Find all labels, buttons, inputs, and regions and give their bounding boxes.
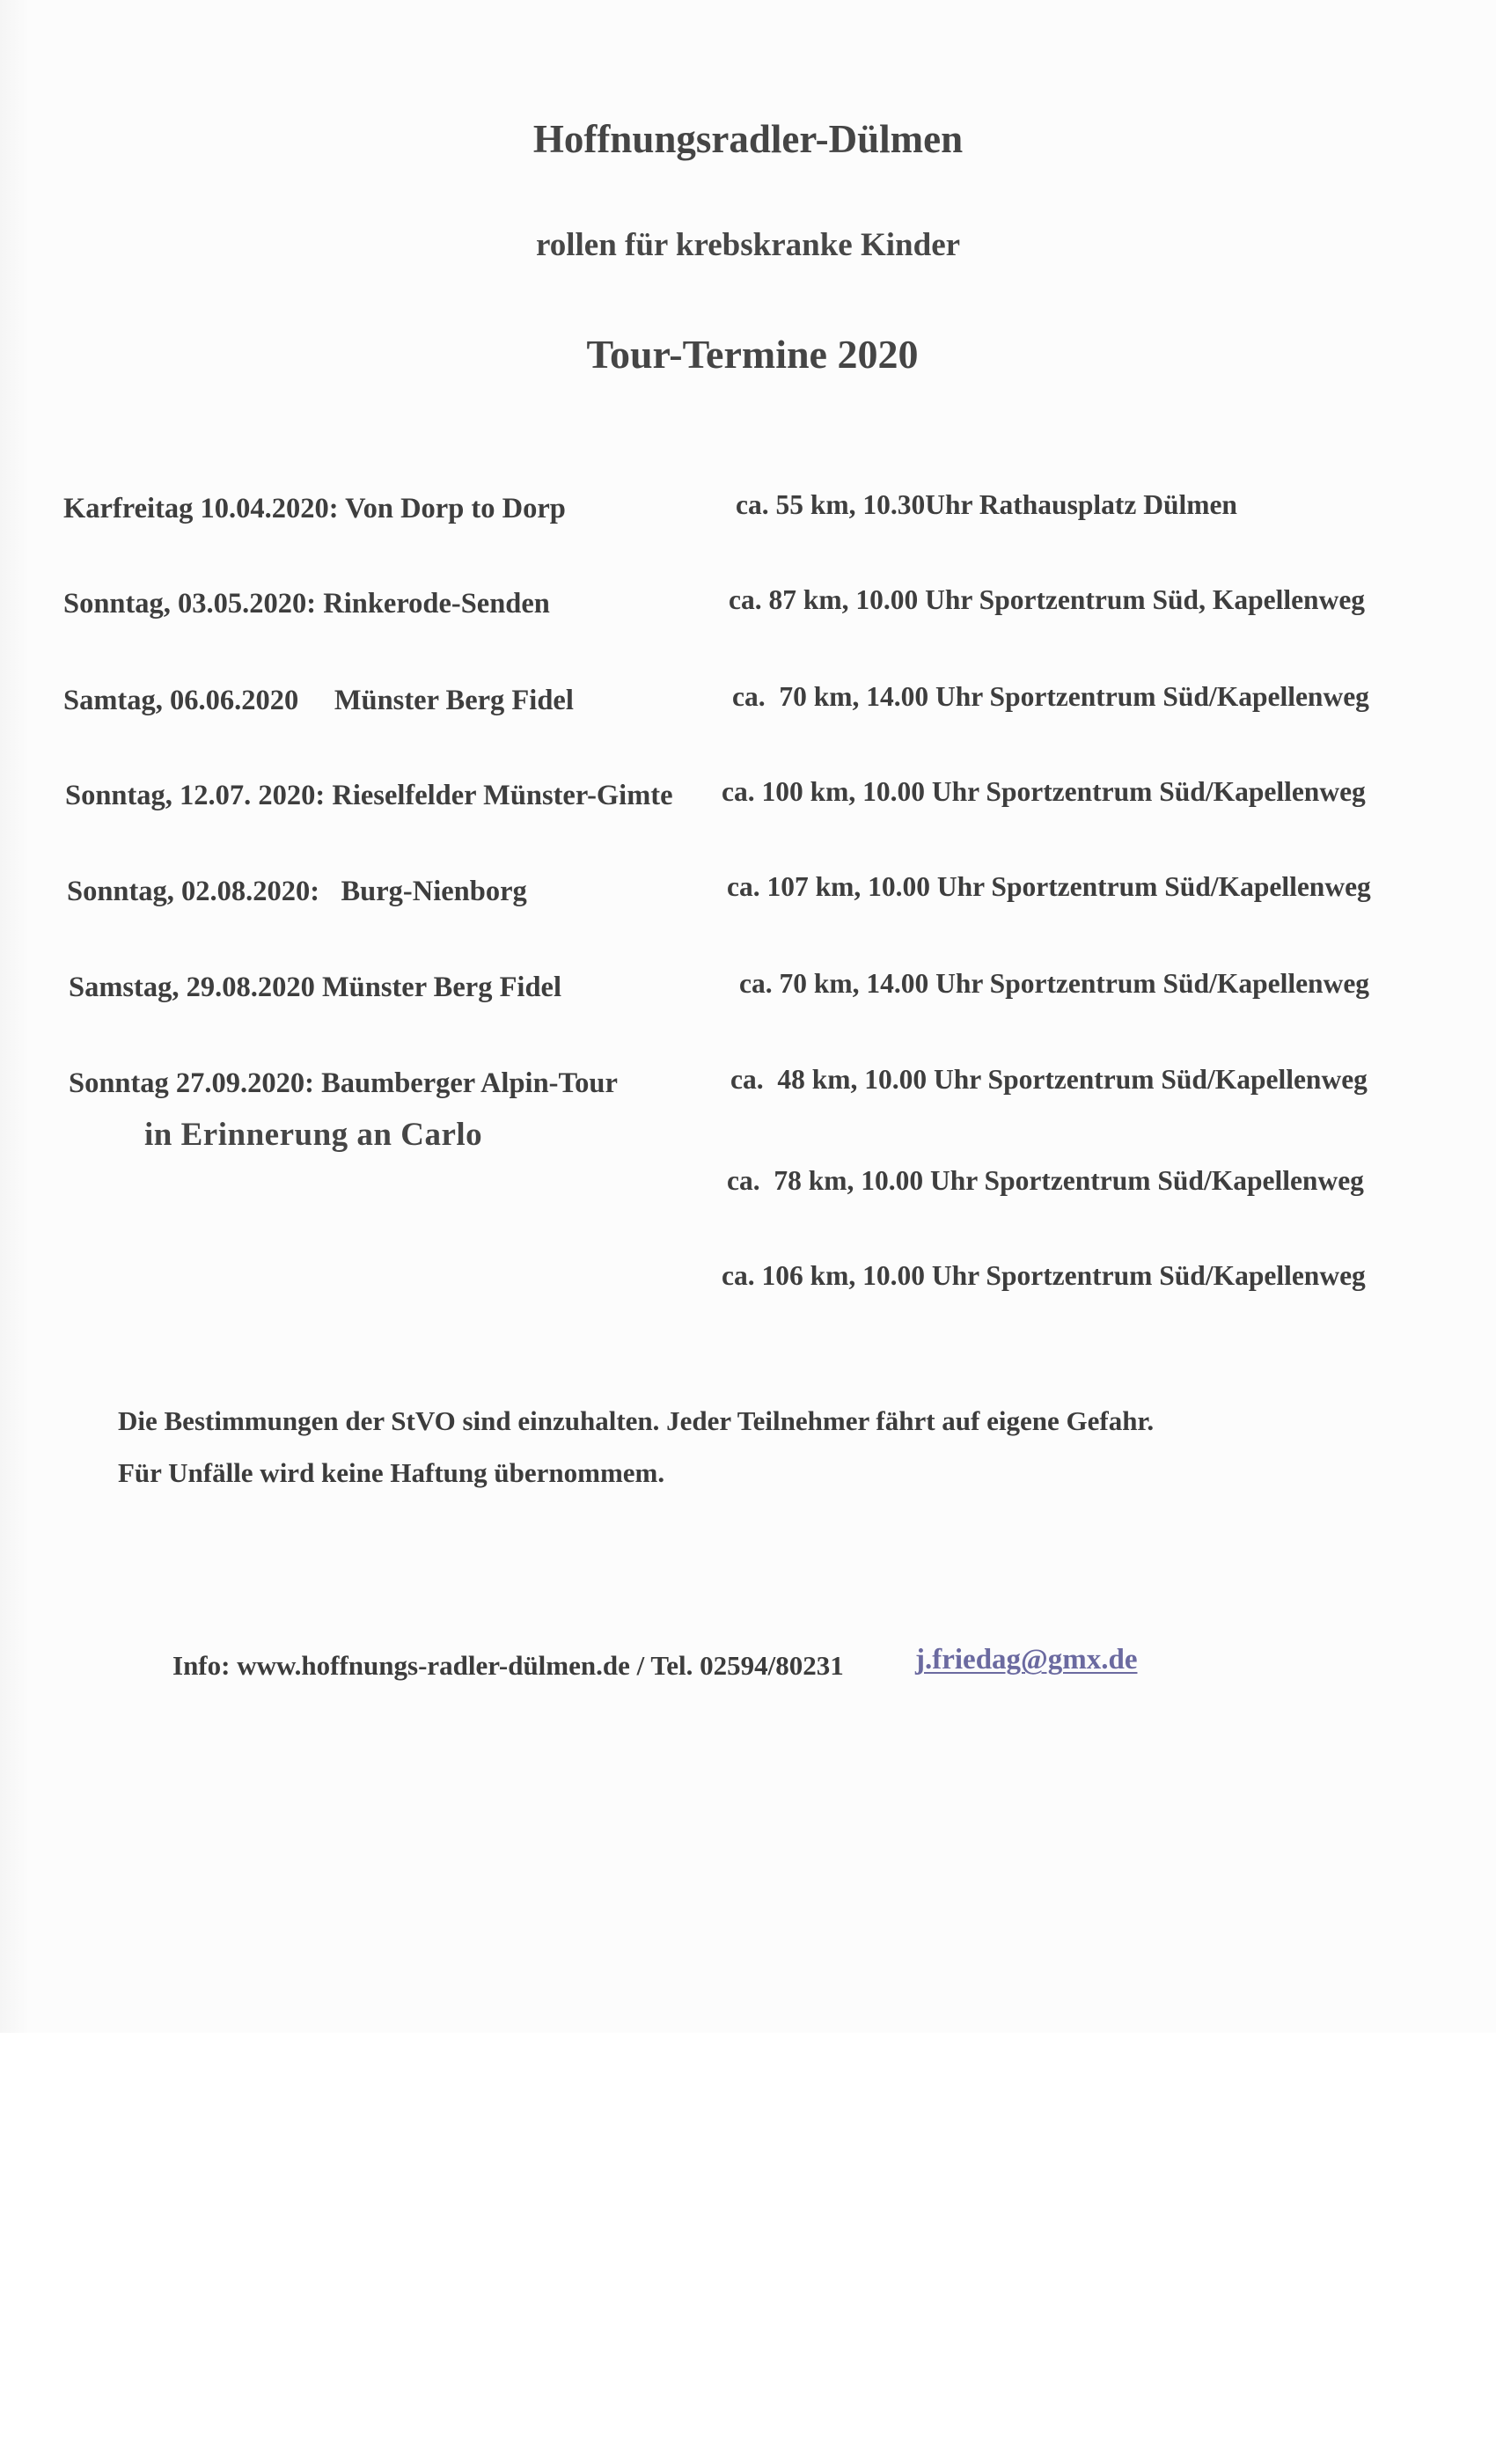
tour-option-details: ca. 78 km, 10.00 Uhr Sportzentrum Süd/Kapellenweg bbox=[727, 1165, 1364, 1196]
tour-details: ca. 55 km, 10.30Uhr Rathausplatz Dülmen bbox=[736, 489, 1237, 520]
tour-details: ca. 48 km, 10.00 Uhr Sportzentrum Süd/Kapellenweg bbox=[730, 1064, 1368, 1095]
email-link[interactable]: j.friedag@gmx.de bbox=[915, 1644, 1138, 1676]
liability-notice-line: Für Unfälle wird keine Haftung übernommem. bbox=[118, 1457, 665, 1488]
tour-option-details: ca. 106 km, 10.00 Uhr Sportzentrum Süd/Kapellenweg bbox=[722, 1260, 1366, 1291]
schedule-heading: Tour-Termine 2020 bbox=[586, 332, 919, 377]
tour-date-route: Samstag, 29.08.2020 Münster Berg Fidel bbox=[69, 972, 561, 1003]
tour-date-route: Samtag, 06.06.2020 Münster Berg Fidel bbox=[63, 685, 574, 716]
contact-info: Info: www.hoffnungs-radler-dülmen.de / Tel. 02594/80231 bbox=[172, 1650, 844, 1681]
tour-details: ca. 100 km, 10.00 Uhr Sportzentrum Süd/Kapellenweg bbox=[722, 776, 1366, 807]
tour-date-route: Sonntag 27.09.2020: Baumberger Alpin-Tour bbox=[69, 1067, 618, 1099]
memorial-note: in Erinnerung an Carlo bbox=[144, 1117, 483, 1153]
tour-date-route: Sonntag, 12.07. 2020: Rieselfelder Münster-Gimte bbox=[65, 780, 673, 811]
tour-details: ca. 70 km, 14.00 Uhr Sportzentrum Süd/Kapellenweg bbox=[739, 968, 1370, 999]
tour-details: ca. 70 km, 14.00 Uhr Sportzentrum Süd/Kapellenweg bbox=[732, 681, 1369, 712]
tour-details: ca. 87 km, 10.00 Uhr Sportzentrum Süd, Kapellenweg bbox=[729, 584, 1366, 615]
tour-date-route: Karfreitag 10.04.2020: Von Dorp to Dorp bbox=[63, 493, 566, 524]
safety-notice-line: Die Bestimmungen der StVO sind einzuhalten. Jeder Teilnehmer fährt auf eigene Gefahr. bbox=[118, 1405, 1155, 1436]
club-title: Hoffnungsradler-Dülmen bbox=[532, 117, 964, 161]
club-subtitle: rollen für krebskranke Kinder bbox=[535, 227, 961, 263]
tour-date-route: Sonntag, 03.05.2020: Rinkerode-Senden bbox=[63, 588, 550, 620]
tour-date-route: Sonntag, 02.08.2020: Burg-Nienborg bbox=[67, 876, 527, 907]
tour-details: ca. 107 km, 10.00 Uhr Sportzentrum Süd/Kapellenweg bbox=[727, 871, 1371, 902]
